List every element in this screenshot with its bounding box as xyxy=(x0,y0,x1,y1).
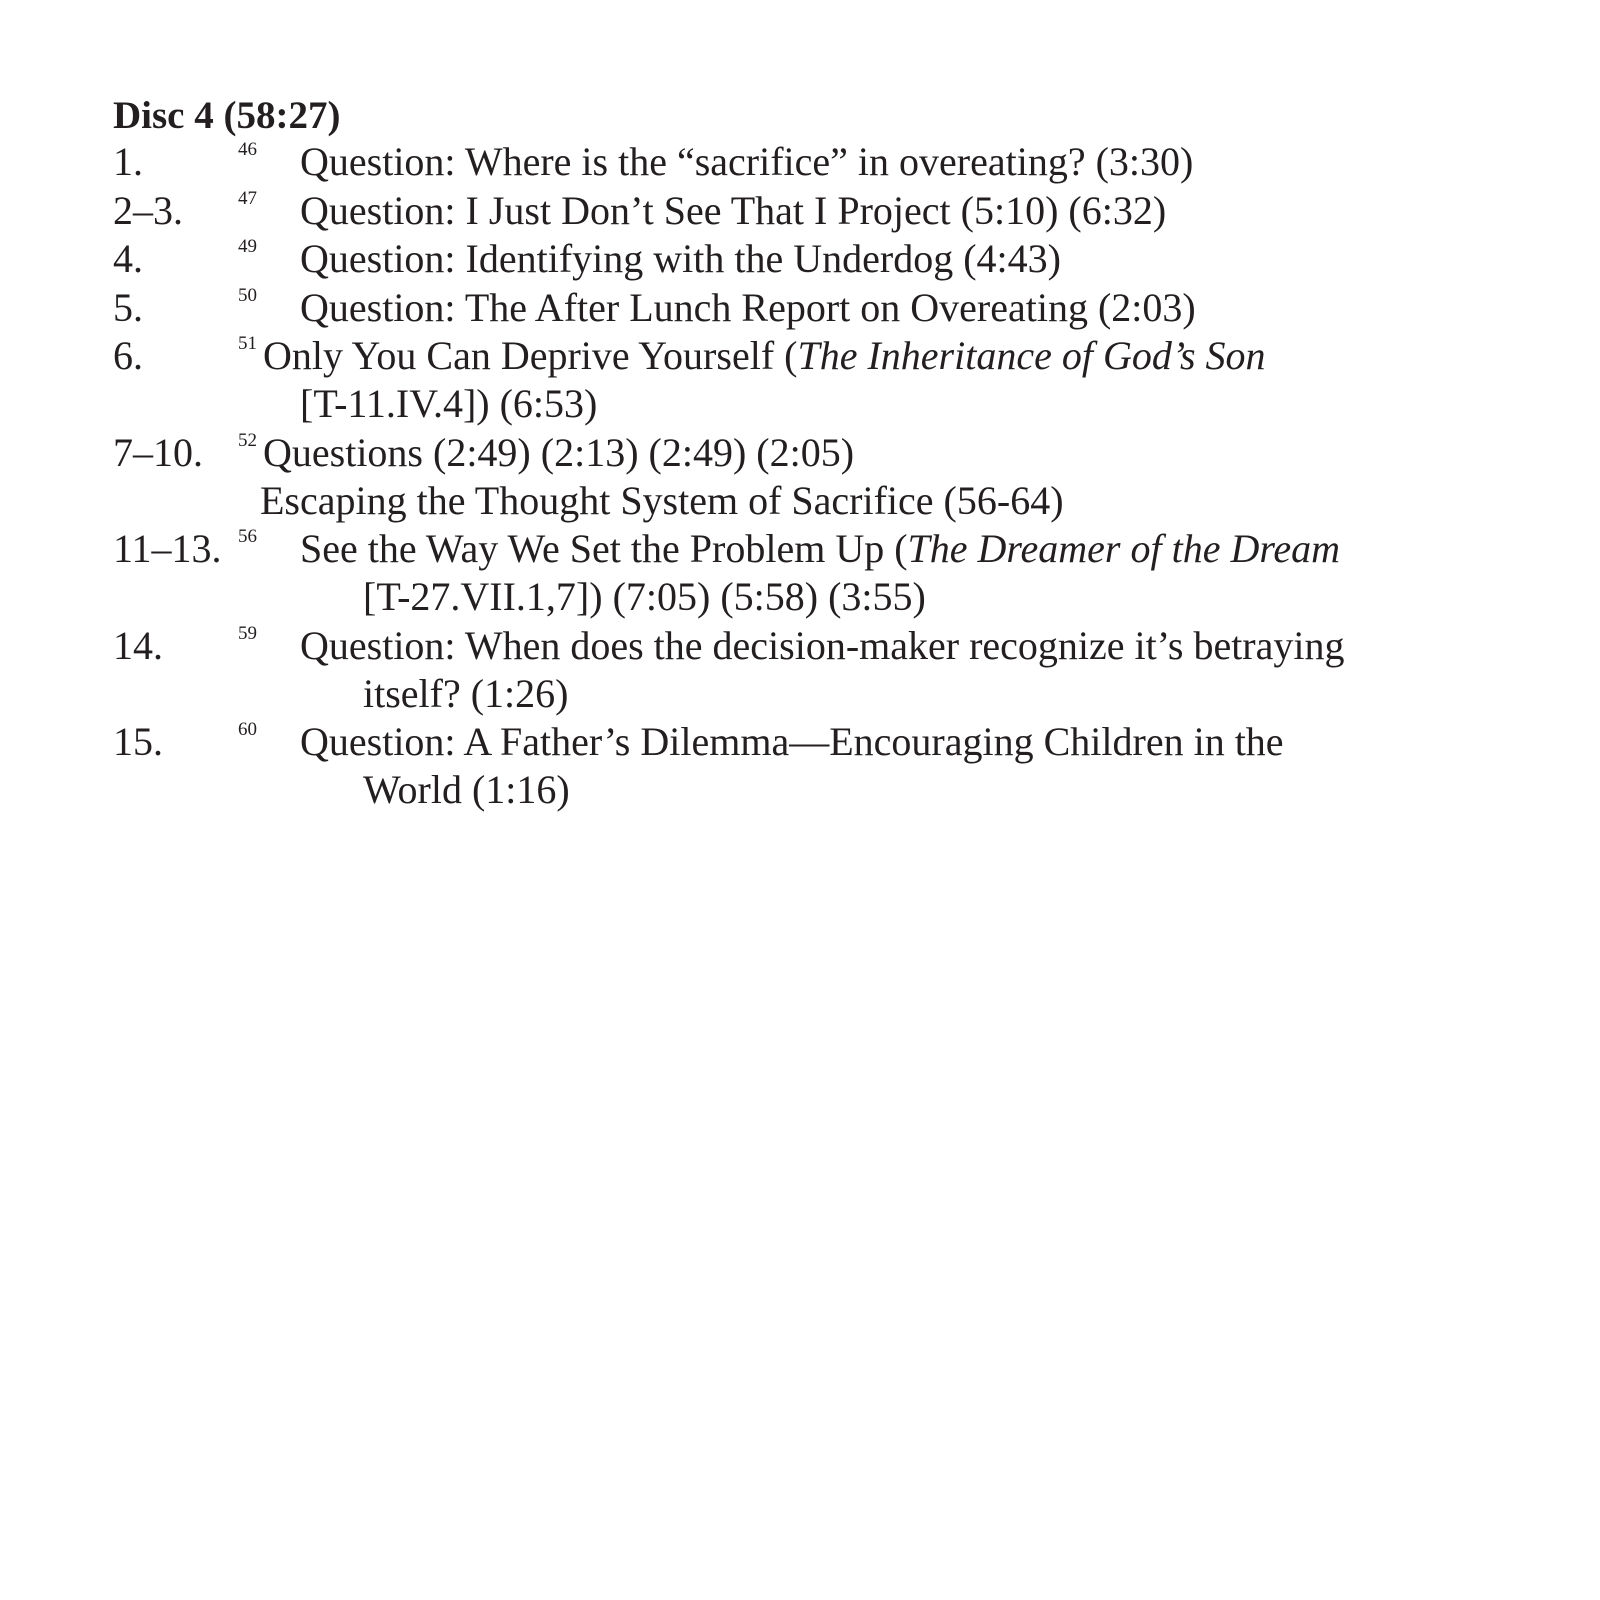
track-title xyxy=(263,332,1266,380)
track-number: 2–3. xyxy=(113,188,183,233)
source-title: The Inheritance of God’s Son xyxy=(797,333,1266,378)
track-number: 14. xyxy=(113,623,163,668)
page-reference: 46 xyxy=(238,139,257,160)
source-title: The Dreamer of the Dream xyxy=(907,526,1341,571)
track-title: Question: When does the decision-maker recognize it’s betraying xyxy=(300,623,1345,668)
page-reference: 47 xyxy=(238,188,257,209)
page-reference: 56 xyxy=(238,526,257,547)
track-number: 6. xyxy=(113,333,143,378)
track-title: Question: The After Lunch Report on Overeating (2:03) xyxy=(300,285,1196,330)
track-title: Question: A Father’s Dilemma—Encouraging Children in the xyxy=(300,719,1284,764)
track-number: 7–10. xyxy=(113,430,203,475)
page-reference: 49 xyxy=(238,236,257,257)
page-reference: 50 xyxy=(238,285,257,306)
section-title: Escaping the Thought System of Sacrifice (56-64) xyxy=(260,478,1064,523)
track-number: 15. xyxy=(113,719,163,764)
track-number: 11–13. xyxy=(113,526,222,571)
track-title: Question: I Just Don’t See That I Project (5:10) (6:32) xyxy=(300,188,1167,233)
page-reference: 59 xyxy=(238,623,257,644)
page-reference: 51 xyxy=(238,333,257,354)
track-title-text: Only You Can Deprive Yourself ( xyxy=(263,333,798,378)
track-title-continuation: [T-27.VII.1,7]) (7:05) (5:58) (3:55) xyxy=(363,574,926,619)
track-title: Questions (2:49) (2:13) (2:49) (2:05) xyxy=(263,430,855,475)
disc-heading: Disc 4 (58:27) xyxy=(113,94,341,137)
track-number: 5. xyxy=(113,285,143,330)
track-title xyxy=(300,525,1340,573)
page-reference: 60 xyxy=(238,719,257,740)
track-number: 1. xyxy=(113,139,143,184)
track-number: 4. xyxy=(113,236,143,281)
page-reference: 52 xyxy=(238,430,257,451)
track-title-text: See the Way We Set the Problem Up ( xyxy=(300,526,908,571)
track-title-continuation: World (1:16) xyxy=(363,767,570,812)
track-title-continuation: itself? (1:26) xyxy=(363,671,569,716)
track-title-continuation: [T-11.IV.4]) (6:53) xyxy=(300,381,598,426)
track-title: Question: Identifying with the Underdog (4:43) xyxy=(300,236,1061,281)
track-title: Question: Where is the “sacrifice” in overeating? (3:30) xyxy=(300,139,1194,184)
